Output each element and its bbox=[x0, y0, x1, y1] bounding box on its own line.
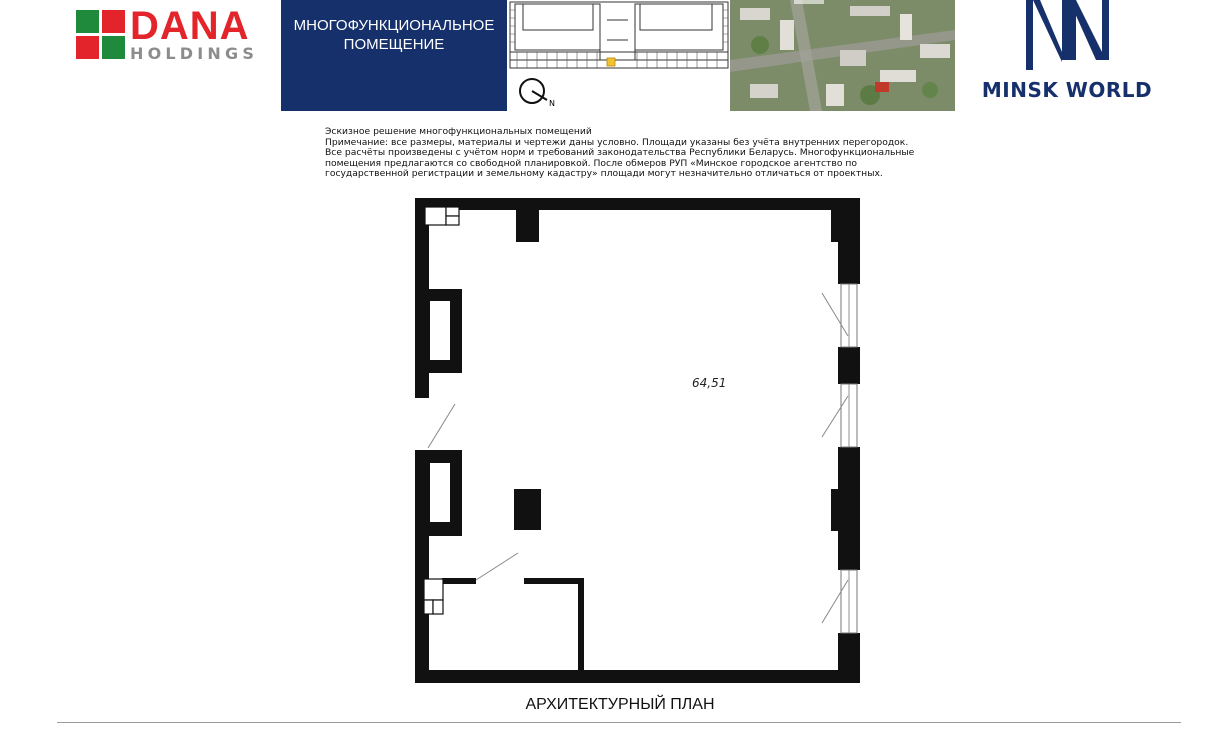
wall bbox=[415, 450, 429, 683]
compass-label: N bbox=[549, 99, 555, 108]
pilaster bbox=[831, 210, 841, 242]
minsk-world-word: MINSK WORLD bbox=[981, 78, 1153, 102]
wall bbox=[415, 670, 860, 683]
wall bbox=[415, 198, 429, 398]
dana-logo-sub: HOLDINGS bbox=[130, 44, 259, 63]
note-line: Все расчёты произведены с учётом норм и требований законодательства Республики Беларусь. Многофункциональные bbox=[325, 147, 915, 159]
pilaster bbox=[516, 210, 539, 242]
partition bbox=[578, 578, 584, 670]
partition bbox=[524, 578, 584, 584]
partition bbox=[442, 578, 476, 584]
wall bbox=[838, 633, 860, 683]
note-line: государственной регистрации и земельному кадастру» площади могут незначительно отличаться от проектных. bbox=[325, 168, 883, 180]
note-line: Примечание: все размеры, материалы и чертежи даны условно. Площади указаны без учёта внутренних перегородок. bbox=[325, 136, 909, 148]
plan-caption: АРХИТЕКТУРНЫЙ ПЛАН bbox=[525, 696, 715, 713]
wall bbox=[838, 198, 860, 284]
column bbox=[514, 489, 541, 530]
note-line: помещения предлагаются со свободной планировкой. После обмеров РУП «Минское городское агентство по bbox=[325, 157, 857, 169]
page-title: МНОГОФУНКЦИОНАЛЬНОЕ ПОМЕЩЕНИЕ bbox=[293, 17, 495, 53]
dana-logo-word: DANA bbox=[130, 4, 250, 48]
wall bbox=[838, 347, 860, 384]
wall bbox=[415, 198, 860, 210]
footer-divider bbox=[57, 722, 1181, 723]
pilaster bbox=[831, 489, 841, 531]
wall bbox=[838, 447, 860, 570]
note-line: Эскизное решение многофункциональных помещений bbox=[325, 126, 592, 137]
room-area-label: 64,51 bbox=[692, 376, 727, 390]
